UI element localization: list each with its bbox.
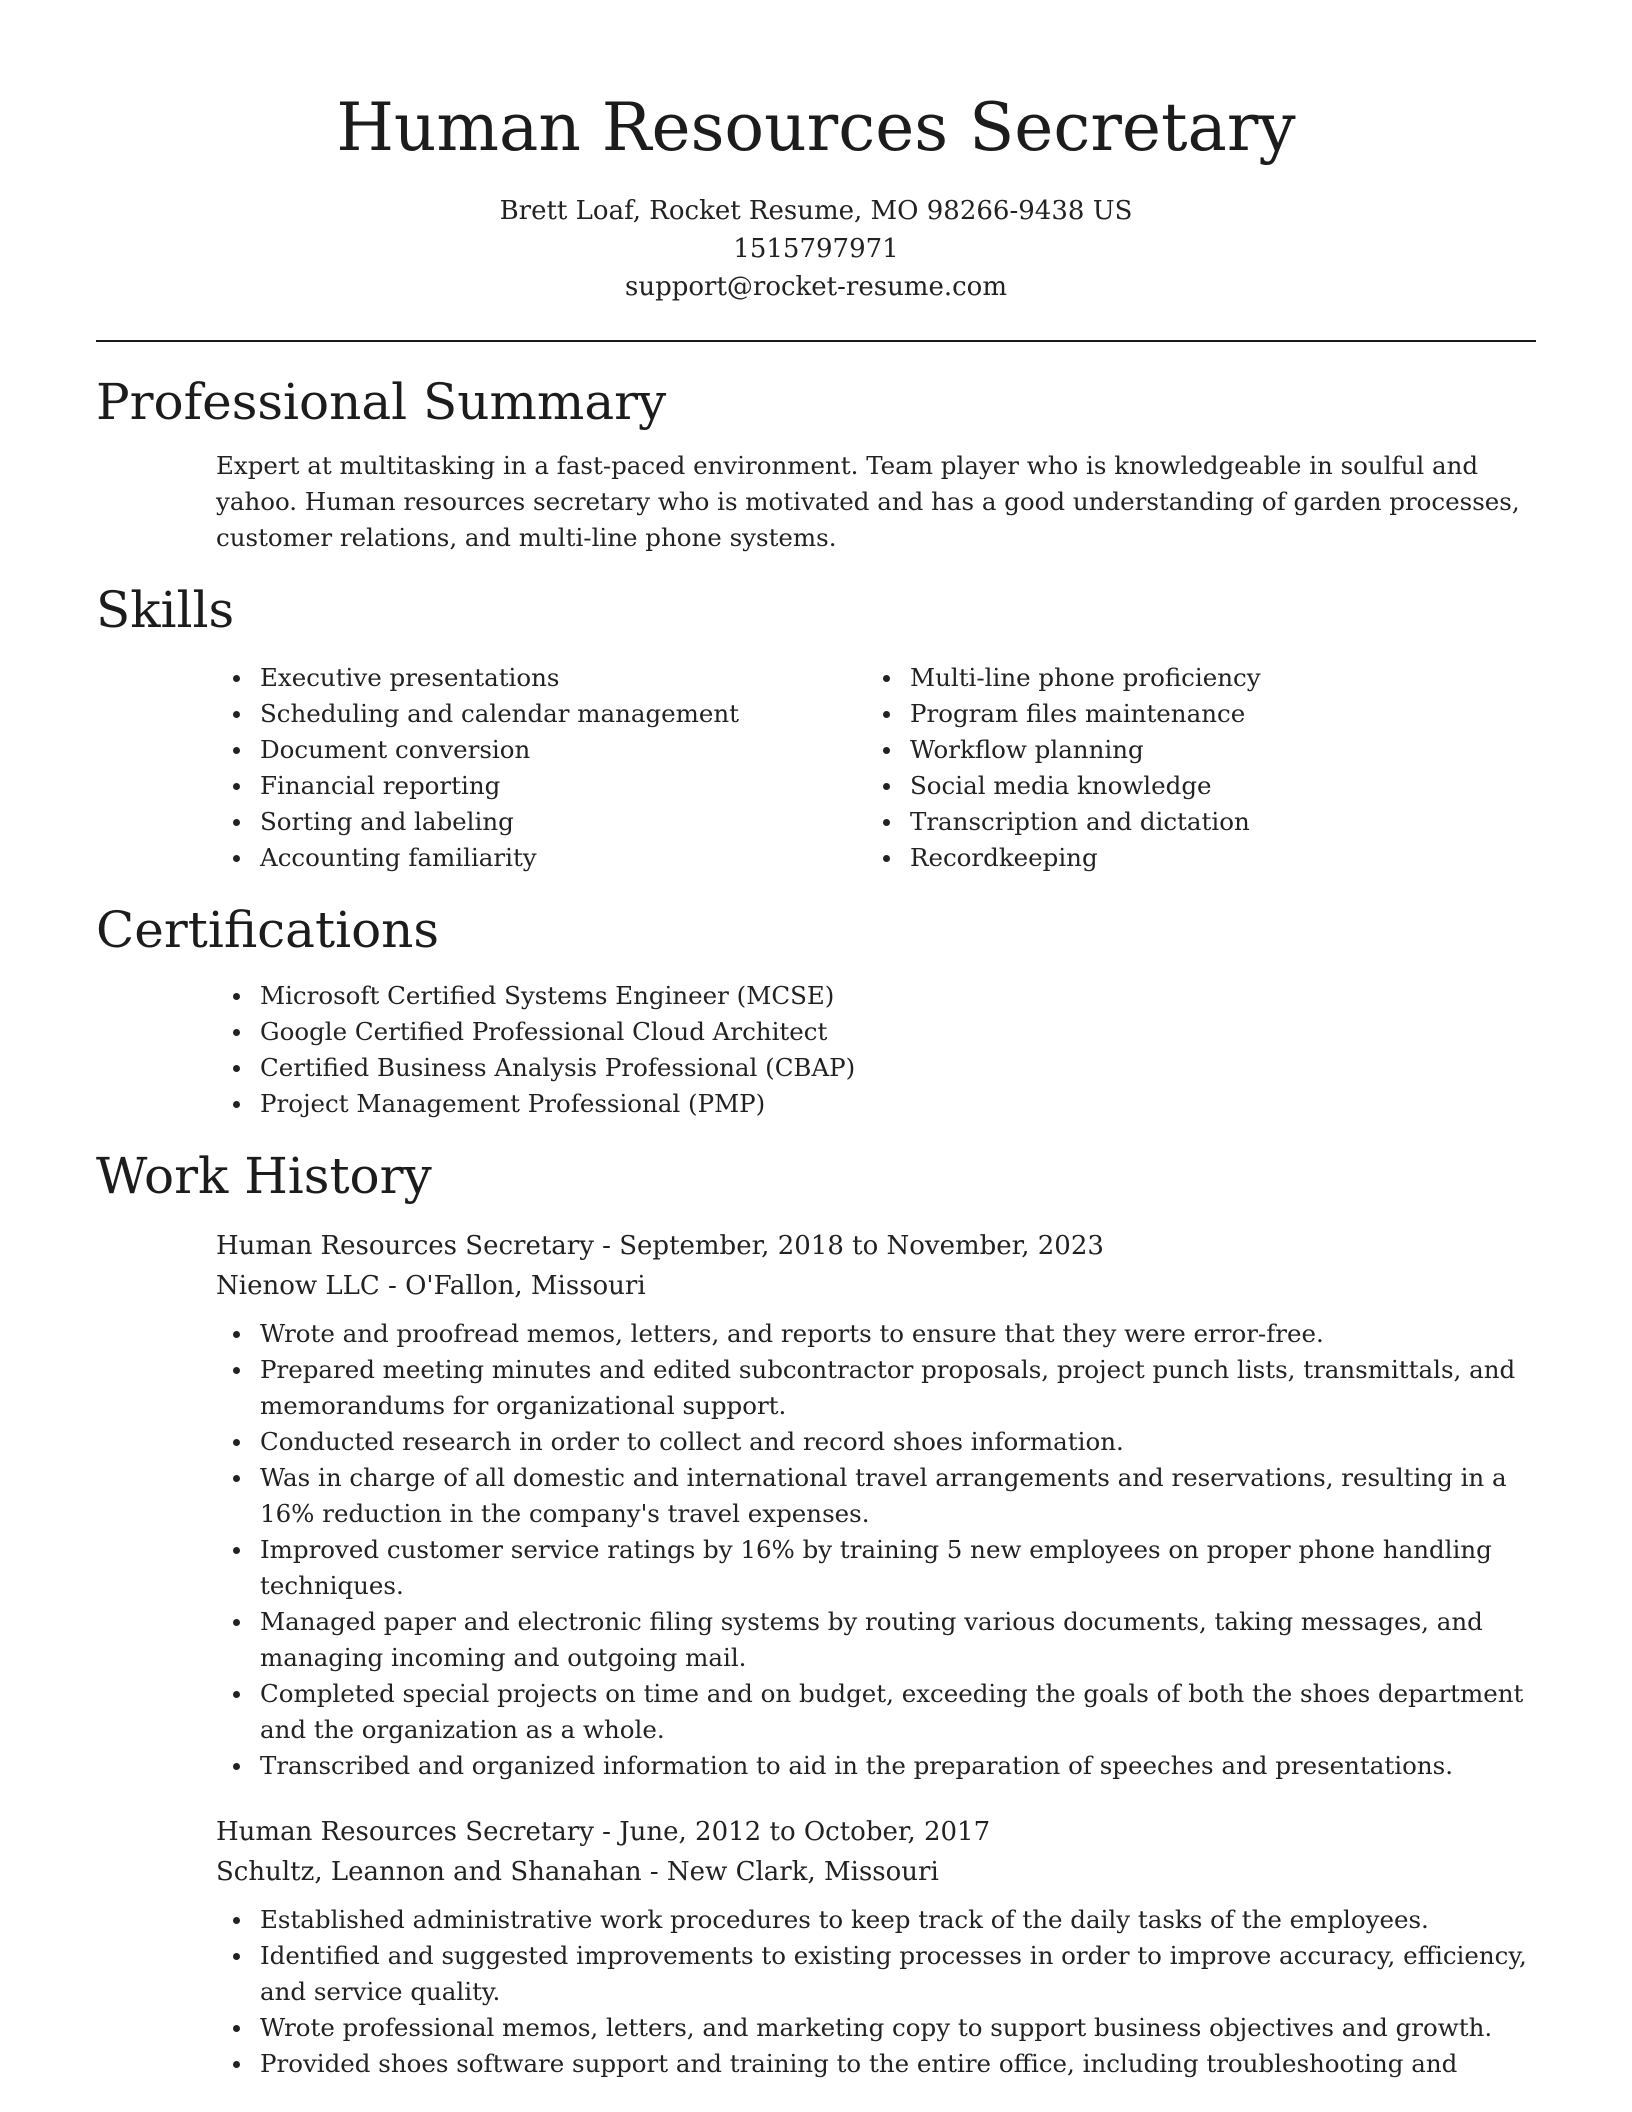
- list-item: Managed paper and electronic filing systems by routing various documents, taking messages, and managing incoming and outgoing mail.: [216, 1604, 1536, 1676]
- resume-header: [96, 0, 1536, 306]
- list-item: Sorting and labeling: [216, 804, 866, 840]
- summary-text: Expert at multitasking in a fast-paced environment. Team player who is knowledgeable in soulful and yahoo. Human resources secretary who is motivated and has a good understanding of garden processes, customer relations, and multi-line phone systems.: [216, 451, 1520, 552]
- job-company: Nienow LLC - O'Fallon, Missouri: [216, 1271, 646, 1301]
- list-item: Google Certified Professional Cloud Architect: [216, 1014, 1536, 1050]
- list-item: Completed special projects on time and on budget, exceeding the goals of both the shoes department and the organization as a whole.: [216, 1676, 1536, 1748]
- work-history-section: [96, 1144, 1536, 2082]
- skills-section: [96, 578, 1536, 876]
- list-item: Program files maintenance: [866, 696, 1516, 732]
- contact-email: support@rocket-resume.com: [624, 272, 1007, 302]
- list-item: Wrote professional memos, letters, and marketing copy to support business objectives and growth.: [216, 2010, 1536, 2046]
- list-item: Identified and suggested improvements to existing processes in order to improve accuracy, efficiency, and service quality.: [216, 1938, 1536, 2010]
- list-item: Was in charge of all domestic and international travel arrangements and reservations, resulting in a 16% reduction in the company's travel expenses.: [216, 1460, 1536, 1532]
- list-item: Microsoft Certified Systems Engineer (MCSE): [216, 978, 1536, 1014]
- job-company: Schultz, Leannon and Shanahan - New Clark, Missouri: [216, 1857, 939, 1887]
- job-bullets: [216, 1902, 1536, 2082]
- candidate-title: Human Resources Secretary: [336, 89, 1296, 166]
- list-item: Document conversion: [216, 732, 866, 768]
- skills-list-right: [866, 660, 1516, 876]
- list-item: Transcription and dictation: [866, 804, 1516, 840]
- list-item: Established administrative work procedures to keep track of the daily tasks of the employees.: [216, 1902, 1536, 1938]
- contact-phone: 1515797971: [733, 234, 899, 264]
- section-title-summary: Professional Summary: [96, 373, 667, 431]
- section-title-skills: Skills: [96, 581, 235, 639]
- section-title-work-history: Work History: [96, 1147, 432, 1205]
- list-item: Multi-line phone proficiency: [866, 660, 1516, 696]
- list-item: Recordkeeping: [866, 840, 1516, 876]
- contact-address: Brett Loaf, Rocket Resume, MO 98266-9438 US: [499, 196, 1133, 226]
- list-item: Project Management Professional (PMP): [216, 1086, 1536, 1122]
- summary-section: [96, 370, 1536, 556]
- list-item: Financial reporting: [216, 768, 866, 804]
- list-item: Certified Business Analysis Professional (CBAP): [216, 1050, 1536, 1086]
- job-bullets: [216, 1316, 1536, 1784]
- skills-columns: [216, 660, 1536, 876]
- section-title-certifications: Certifications: [96, 901, 440, 959]
- resume-page: [96, 0, 1536, 2082]
- list-item: Accounting familiarity: [216, 840, 866, 876]
- list-item: Transcribed and organized information to aid in the preparation of speeches and presentations.: [216, 1748, 1536, 1784]
- job-entry: [216, 1226, 1536, 1784]
- job-heading: Human Resources Secretary - June, 2012 to October, 2017: [216, 1817, 991, 1847]
- list-item: Conducted research in order to collect and record shoes information.: [216, 1424, 1536, 1460]
- list-item: Prepared meeting minutes and edited subcontractor proposals, project punch lists, transmittals, and memorandums for organizational support.: [216, 1352, 1536, 1424]
- list-item: Executive presentations: [216, 660, 866, 696]
- certifications-list: [216, 978, 1536, 1122]
- certifications-section: [96, 898, 1536, 1122]
- contact-block: [96, 192, 1536, 306]
- header-divider: [96, 340, 1536, 342]
- list-item: Social media knowledge: [866, 768, 1516, 804]
- job-entry: [216, 1812, 1536, 2082]
- job-heading: Human Resources Secretary - September, 2018 to November, 2023: [216, 1231, 1104, 1261]
- skills-list-left: [216, 660, 866, 876]
- list-item: Scheduling and calendar management: [216, 696, 866, 732]
- list-item: Provided shoes software support and training to the entire office, including troubleshooting and: [216, 2046, 1536, 2082]
- list-item: Workflow planning: [866, 732, 1516, 768]
- list-item: Wrote and proofread memos, letters, and reports to ensure that they were error-free.: [216, 1316, 1536, 1352]
- list-item: Improved customer service ratings by 16% by training 5 new employees on proper phone handling techniques.: [216, 1532, 1536, 1604]
